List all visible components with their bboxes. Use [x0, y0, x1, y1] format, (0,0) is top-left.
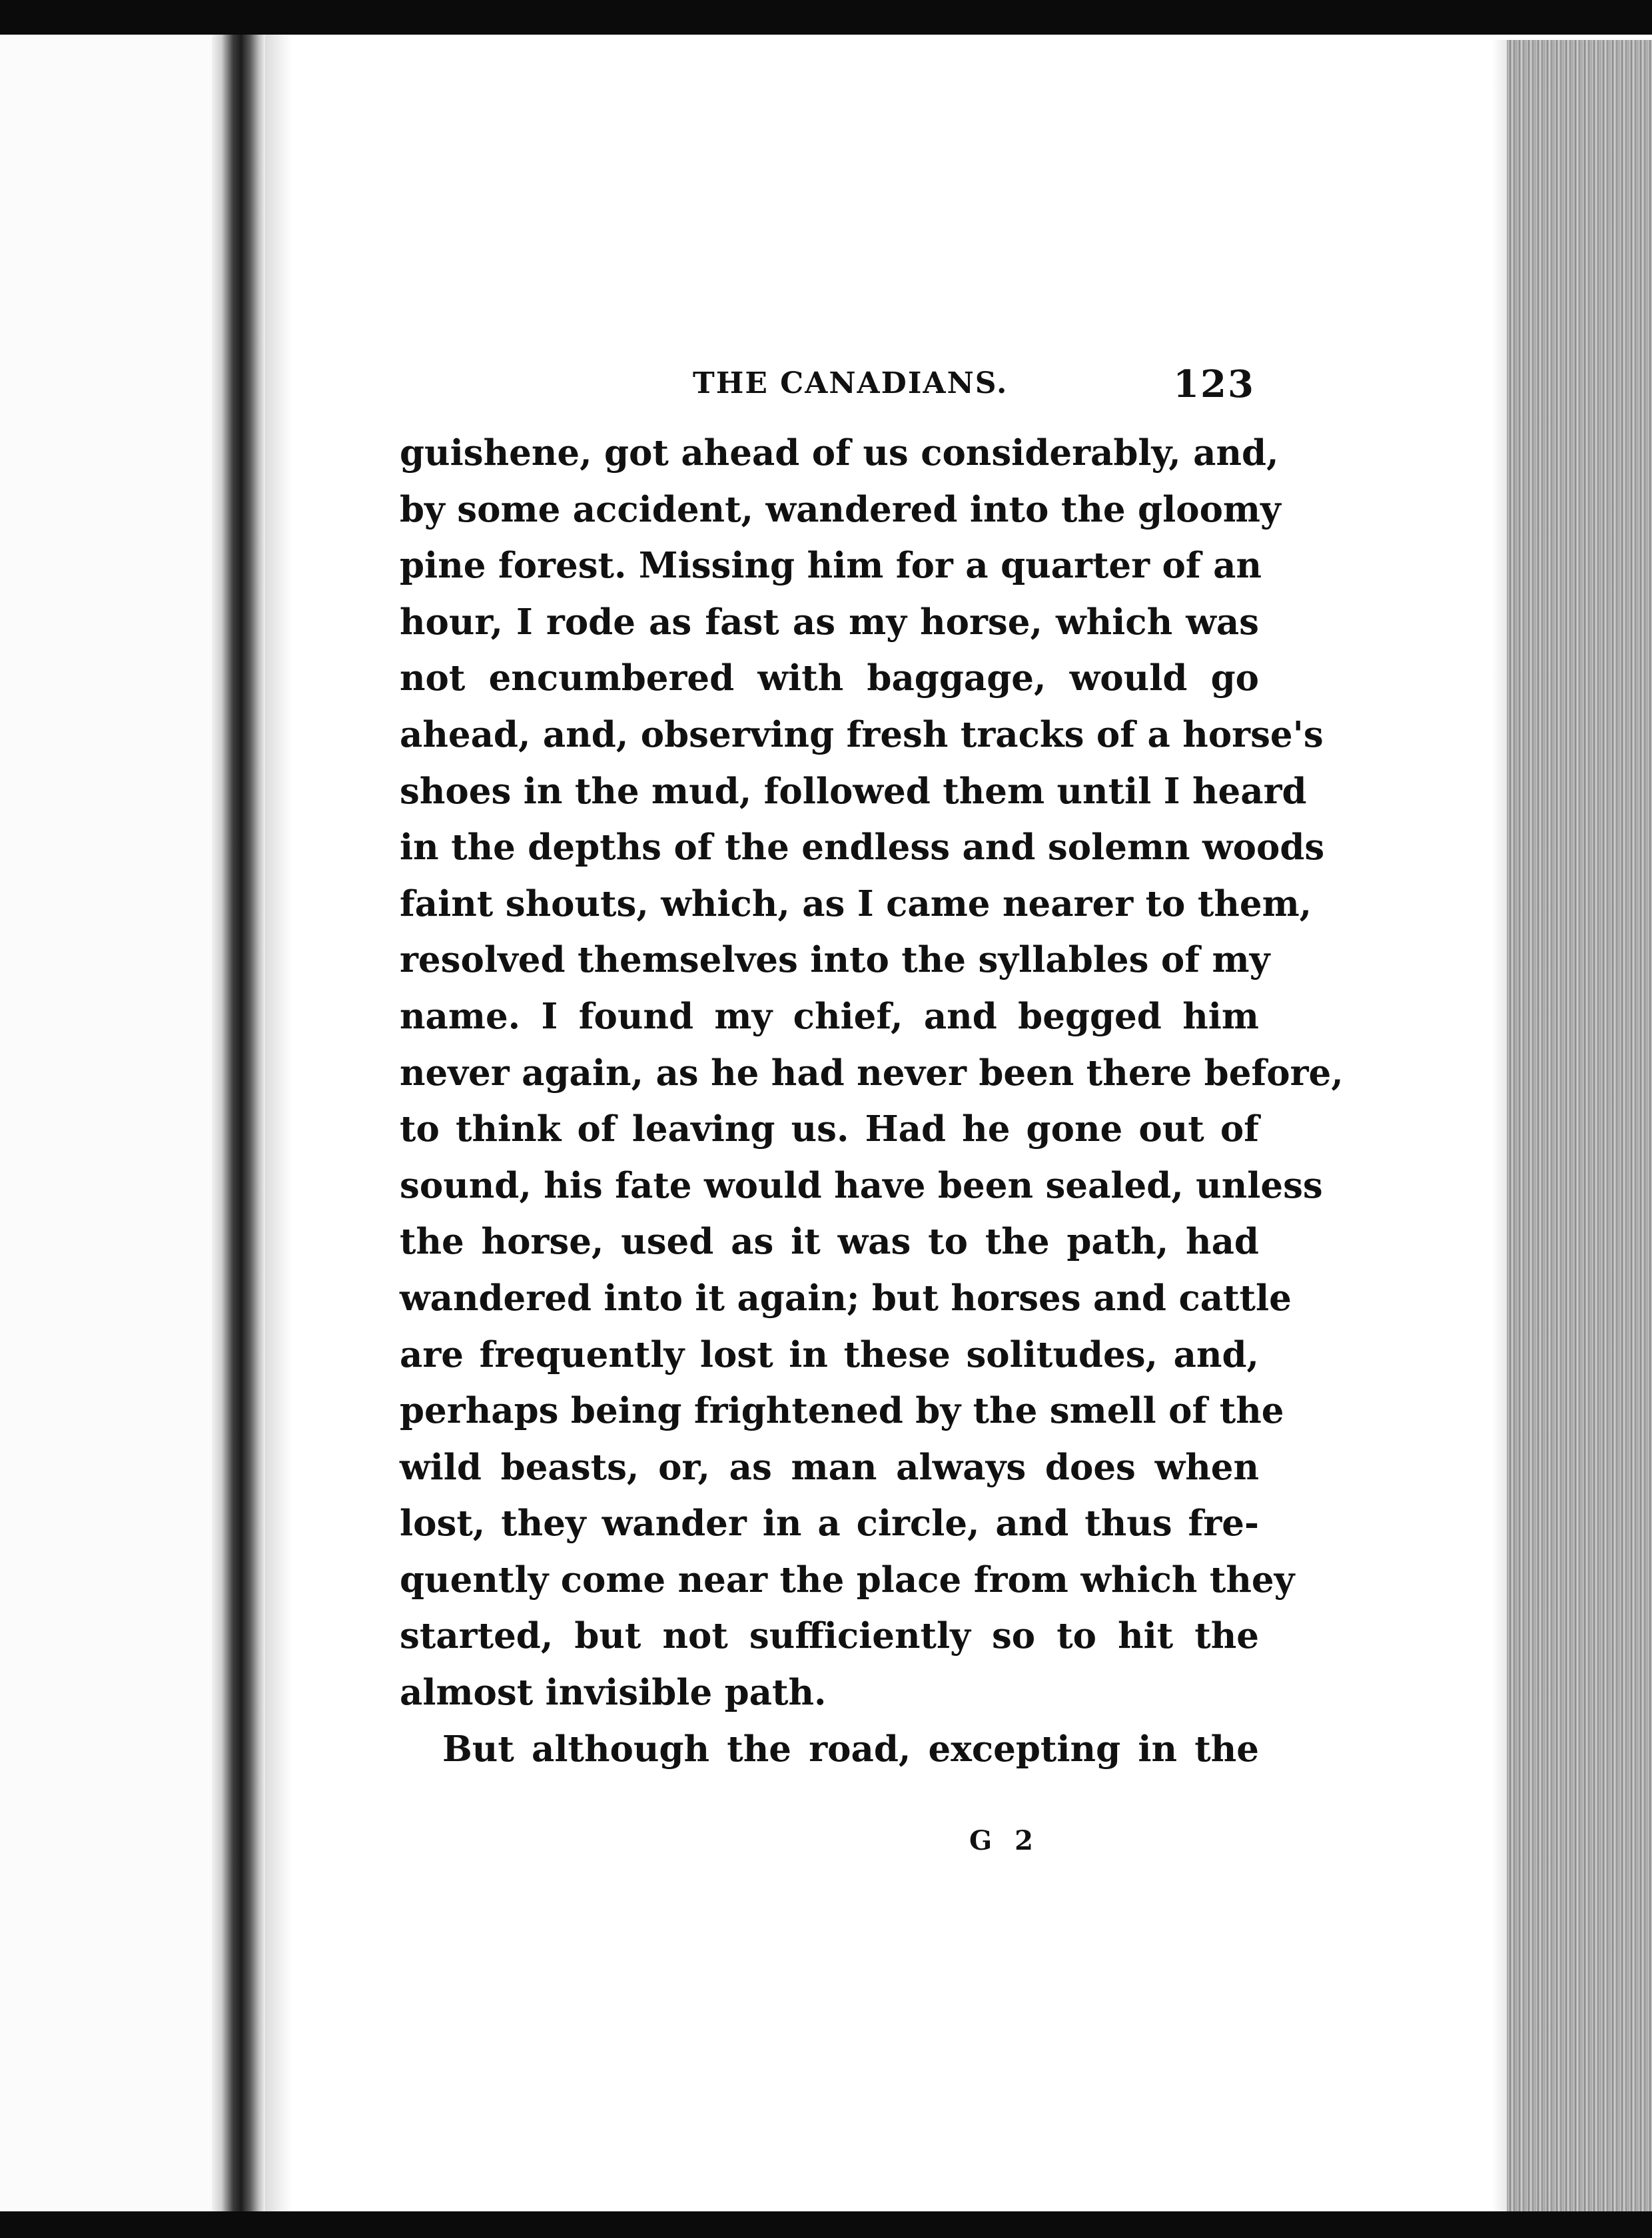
- book-gutter: [212, 35, 265, 2211]
- scan-bottom-border: [0, 2211, 1652, 2238]
- text-line: quently come near the place from which they: [400, 1559, 1295, 1601]
- text-line: started, but not sufficiently so to hit the: [400, 1615, 1259, 1657]
- text-line: perhaps being frightened by the smell of the: [400, 1390, 1284, 1432]
- page-number: 123: [1173, 362, 1255, 406]
- text-line: shoes in the mud, followed them until I heard: [400, 770, 1307, 812]
- text-line: faint shouts, which, as I came nearer to them,: [400, 883, 1312, 925]
- text-line: pine forest. Missing him for a quarter of an: [400, 545, 1262, 587]
- text-line: the horse, used as it was to the path, had: [400, 1221, 1259, 1263]
- text-line: name. I found my chief, and begged him: [400, 995, 1259, 1037]
- signature-mark: G 2: [969, 1825, 1040, 1856]
- left-page-blank: [0, 35, 212, 2211]
- body-text: [400, 425, 1344, 1777]
- text-line: by some accident, wandered into the gloomy: [400, 488, 1281, 530]
- text-line: hour, I rode as fast as my horse, which was: [400, 601, 1259, 643]
- text-line: wandered into it again; but horses and cattle: [400, 1277, 1292, 1319]
- text-line: ahead, and, observing fresh tracks of a horse's: [400, 713, 1324, 755]
- text-line: are frequently lost in these solitudes, and,: [400, 1333, 1259, 1375]
- text-line: guishene, got ahead of us considerably, and,: [400, 432, 1279, 474]
- text-line: sound, his fate would have been sealed, unless: [400, 1164, 1323, 1206]
- paragraph-start-line: But although the road, excepting in the: [442, 1728, 1259, 1770]
- page-edges-stack: [1507, 40, 1652, 2211]
- page-text-block: [400, 353, 1344, 1777]
- text-line: resolved themselves into the syllables of my: [400, 939, 1270, 981]
- running-title: THE CANADIANS.: [693, 366, 1009, 400]
- text-line: not encumbered with baggage, would go: [400, 657, 1259, 699]
- text-line: wild beasts, or, as man always does when: [400, 1446, 1259, 1488]
- text-line: in the depths of the endless and solemn woods: [400, 827, 1325, 869]
- running-head: [400, 353, 1259, 413]
- text-line: lost, they wander in a circle, and thus fre-: [400, 1503, 1259, 1545]
- text-line: to think of leaving us. Had he gone out of: [400, 1108, 1259, 1150]
- text-line: never again, as he had never been there before,: [400, 1052, 1344, 1094]
- paragraph-end-line: almost invisible path.: [400, 1672, 827, 1714]
- scan-top-border: [0, 0, 1652, 35]
- gutter-shadow: [265, 35, 292, 2211]
